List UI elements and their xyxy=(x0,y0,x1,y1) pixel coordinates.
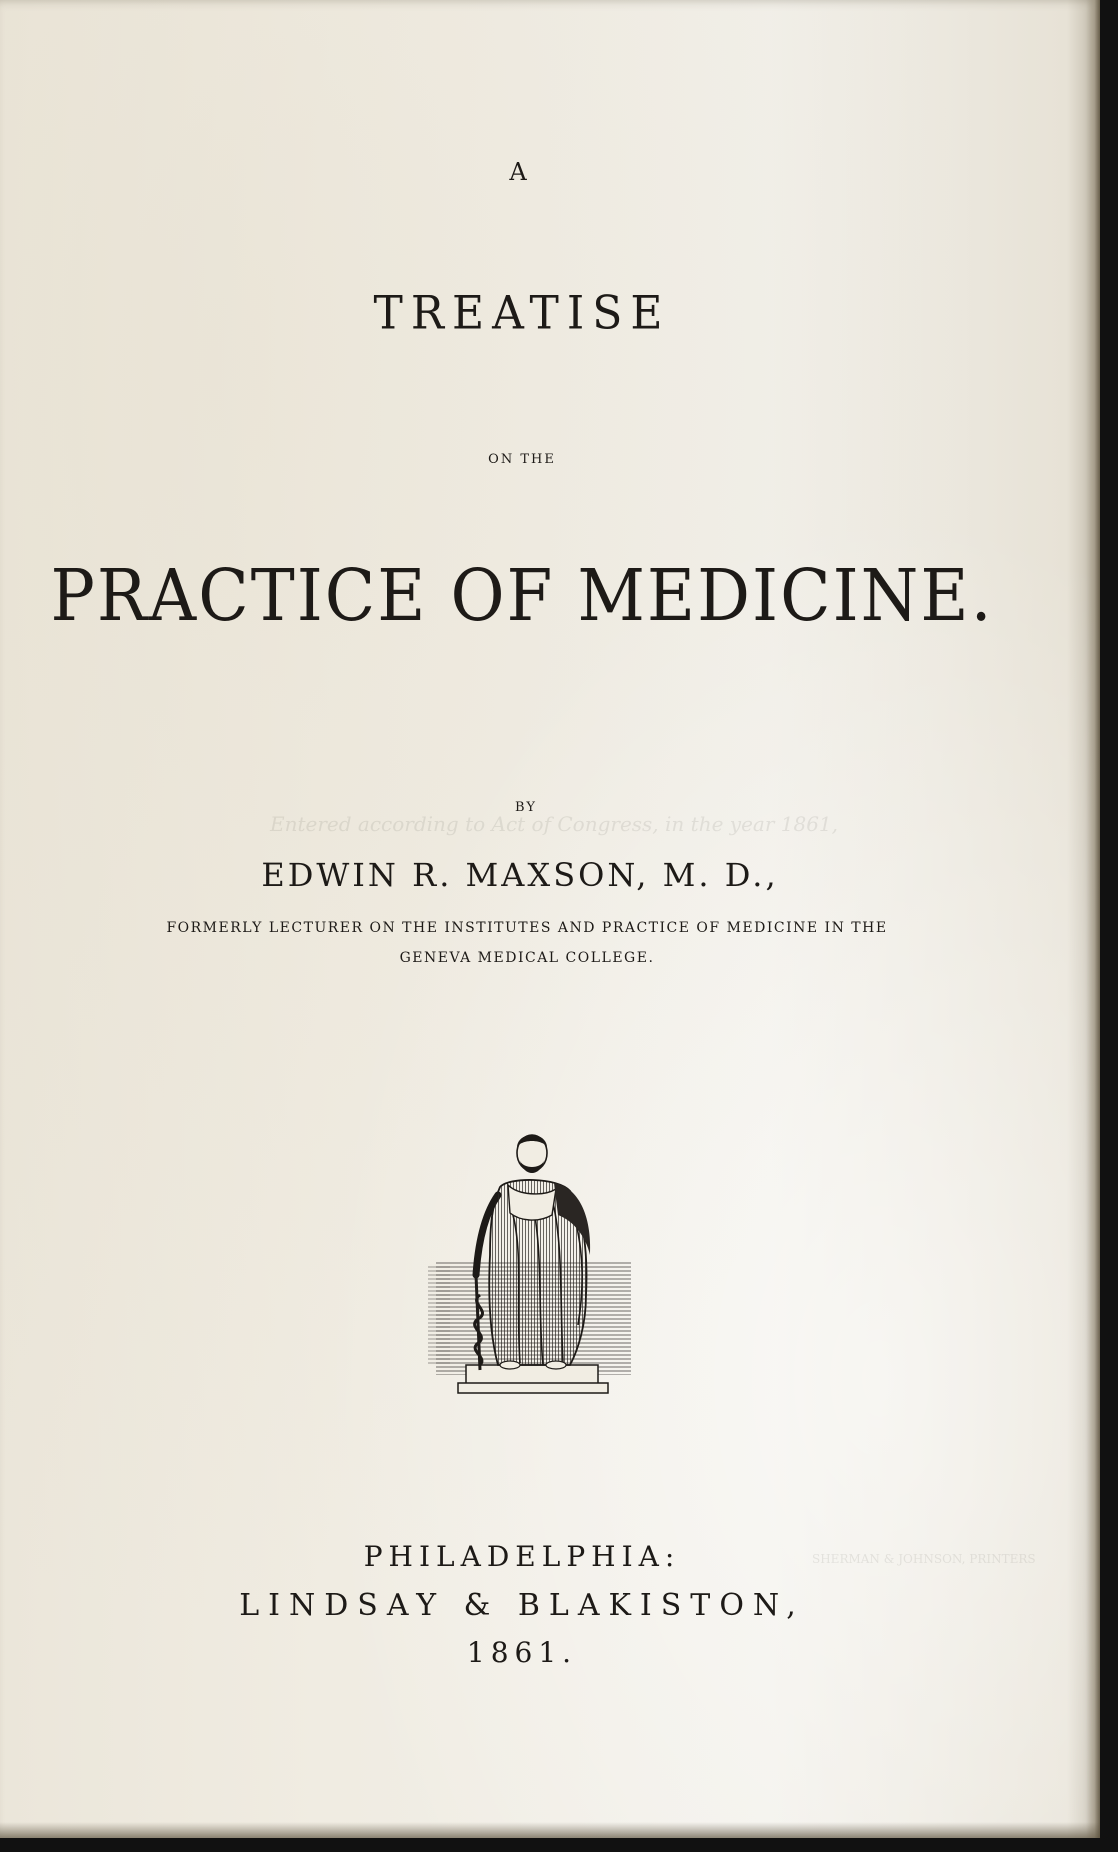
byline-label: BY xyxy=(515,800,537,815)
title-article: A xyxy=(509,158,527,186)
page-edge-shadow xyxy=(1086,0,1100,1838)
author-name: EDWIN R. MAXSON, M. D., xyxy=(261,856,779,894)
title-main: TREATISE xyxy=(373,286,671,341)
imprint-city: PHILADELPHIA: xyxy=(363,1540,681,1573)
author-credentials-line-2: GENEVA MEDICAL COLLEGE. xyxy=(399,950,655,966)
show-through-printer: SHERMAN & JOHNSON, PRINTERS xyxy=(812,1552,1036,1566)
imprint-publisher: LINDSAY & BLAKISTON, xyxy=(239,1588,805,1623)
page-bottom-shadow xyxy=(0,1822,1100,1838)
aesculapius-statue-icon xyxy=(428,1125,638,1400)
title-connector: ON THE xyxy=(488,452,556,467)
imprint-year: 1861. xyxy=(466,1636,578,1669)
show-through-text: Entered according to Act of Congress, in the year 1861, xyxy=(270,812,838,836)
title-subject: PRACTICE OF MEDICINE. xyxy=(50,553,994,638)
author-credentials-line-1: FORMERLY LECTURER ON THE INSTITUTES AND PRACTICE OF MEDICINE IN THE xyxy=(166,920,888,936)
